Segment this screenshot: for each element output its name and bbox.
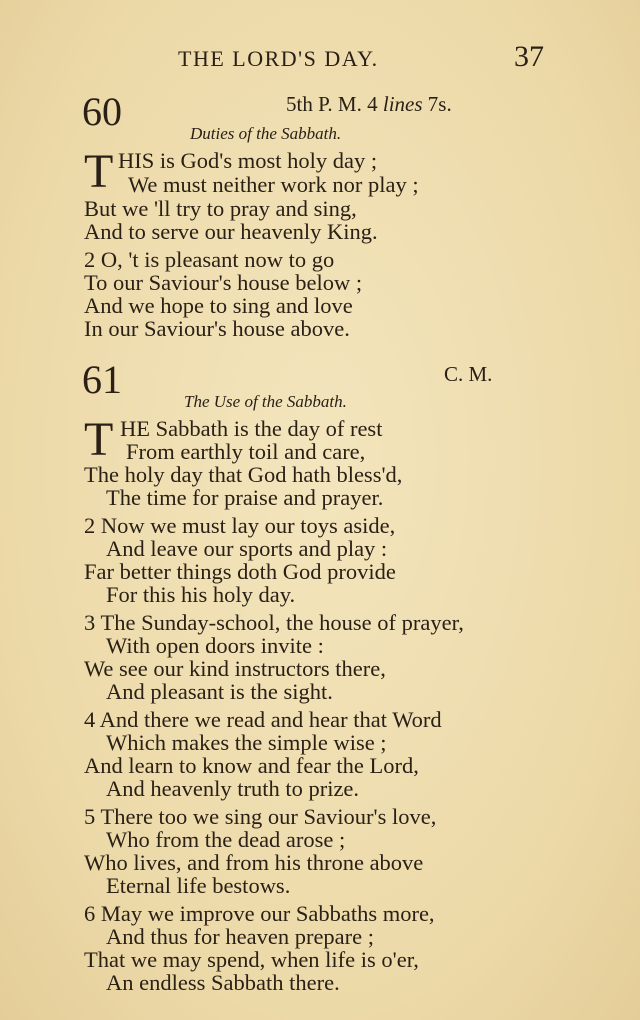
hymn-61-line-23: That we may spend, when life is o'er,: [84, 947, 419, 972]
hymn-61-line-16: And heavenly truth to prize.: [106, 776, 360, 801]
hymn-61-line-3: The holy day that God hath bless'd,: [84, 462, 403, 487]
hymn-61-line-2: From earthly toil and care,: [126, 439, 366, 464]
hymn-61-line-10: With open doors invite :: [106, 633, 324, 658]
hymn-61-line-12: And pleasant is the sight.: [106, 679, 333, 704]
hymn-60-line-6: To our Saviour's house below ;: [84, 270, 363, 295]
hymn-60-meter-italic: lines: [382, 92, 423, 116]
hymn-60-line-7: And we hope to sing and love: [84, 293, 353, 318]
hymn-61-line-9: 3 The Sunday-school, the house of prayer,: [84, 610, 464, 635]
hymn-61-line-24: An endless Sabbath there.: [106, 970, 340, 995]
hymn-61-line-6: And leave our sports and play :: [106, 536, 388, 561]
hymn-60-meter-prefix: 5th P. M. 4: [286, 92, 383, 116]
hymn-61-title: The Use of the Sabbath.: [184, 392, 347, 411]
hymn-61-line-14: Which makes the simple wise ;: [106, 730, 387, 755]
hymn-60-number: 60: [82, 89, 122, 134]
hymn-60-line-5: 2 O, 't is pleasant now to go: [84, 247, 335, 272]
hymn-60-meter-suffix: 7s.: [422, 92, 452, 116]
hymn-60-line-1: HIS is God's most holy day ;: [118, 148, 378, 173]
hymn-61-line-17: 5 There too we sing our Saviour's love,: [84, 804, 437, 829]
hymn-61-meter: C. M.: [444, 362, 493, 386]
hymn-61-line-21: 6 May we improve our Sabbaths more,: [84, 901, 435, 926]
hymn-61-line-19: Who lives, and from his throne above: [84, 850, 424, 875]
hymn-60-line-8: In our Saviour's house above.: [84, 316, 350, 341]
hymn-61-line-5: 2 Now we must lay our toys aside,: [84, 513, 396, 538]
hymn-61-line-7: Far better things doth God provide: [84, 559, 396, 584]
hymn-60-title: Duties of the Sabbath.: [190, 124, 342, 143]
hymn-60-dropcap: T: [84, 145, 114, 198]
hymn-61-number: 61: [82, 357, 122, 402]
hymn-60-meter: [286, 92, 452, 117]
hymn-61-line-1: HE Sabbath is the day of rest: [120, 416, 383, 441]
hymn-61-line-11: We see our kind instructors there,: [84, 656, 386, 681]
hymn-60-line-2: We must neither work nor play ;: [128, 172, 419, 197]
hymn-60-line-3: But we 'll try to pray and sing,: [84, 196, 357, 221]
hymn-61-line-4: The time for praise and prayer.: [106, 485, 384, 510]
hymn-61-line-15: And learn to know and fear the Lord,: [84, 753, 419, 778]
hymn-61-line-8: For this his holy day.: [106, 582, 296, 607]
hymn-61-line-13: 4 And there we read and hear that Word: [84, 707, 442, 732]
running-head: THE LORD'S DAY.: [178, 46, 379, 71]
hymn-61-dropcap: T: [84, 413, 114, 466]
hymn-61-line-20: Eternal life bestows.: [106, 873, 291, 898]
hymn-61-line-18: Who from the dead arose ;: [106, 827, 346, 852]
hymn-61-line-22: And thus for heaven prepare ;: [106, 924, 375, 949]
hymn-60-line-4: And to serve our heavenly King.: [84, 219, 378, 244]
page-number: 37: [514, 40, 544, 73]
